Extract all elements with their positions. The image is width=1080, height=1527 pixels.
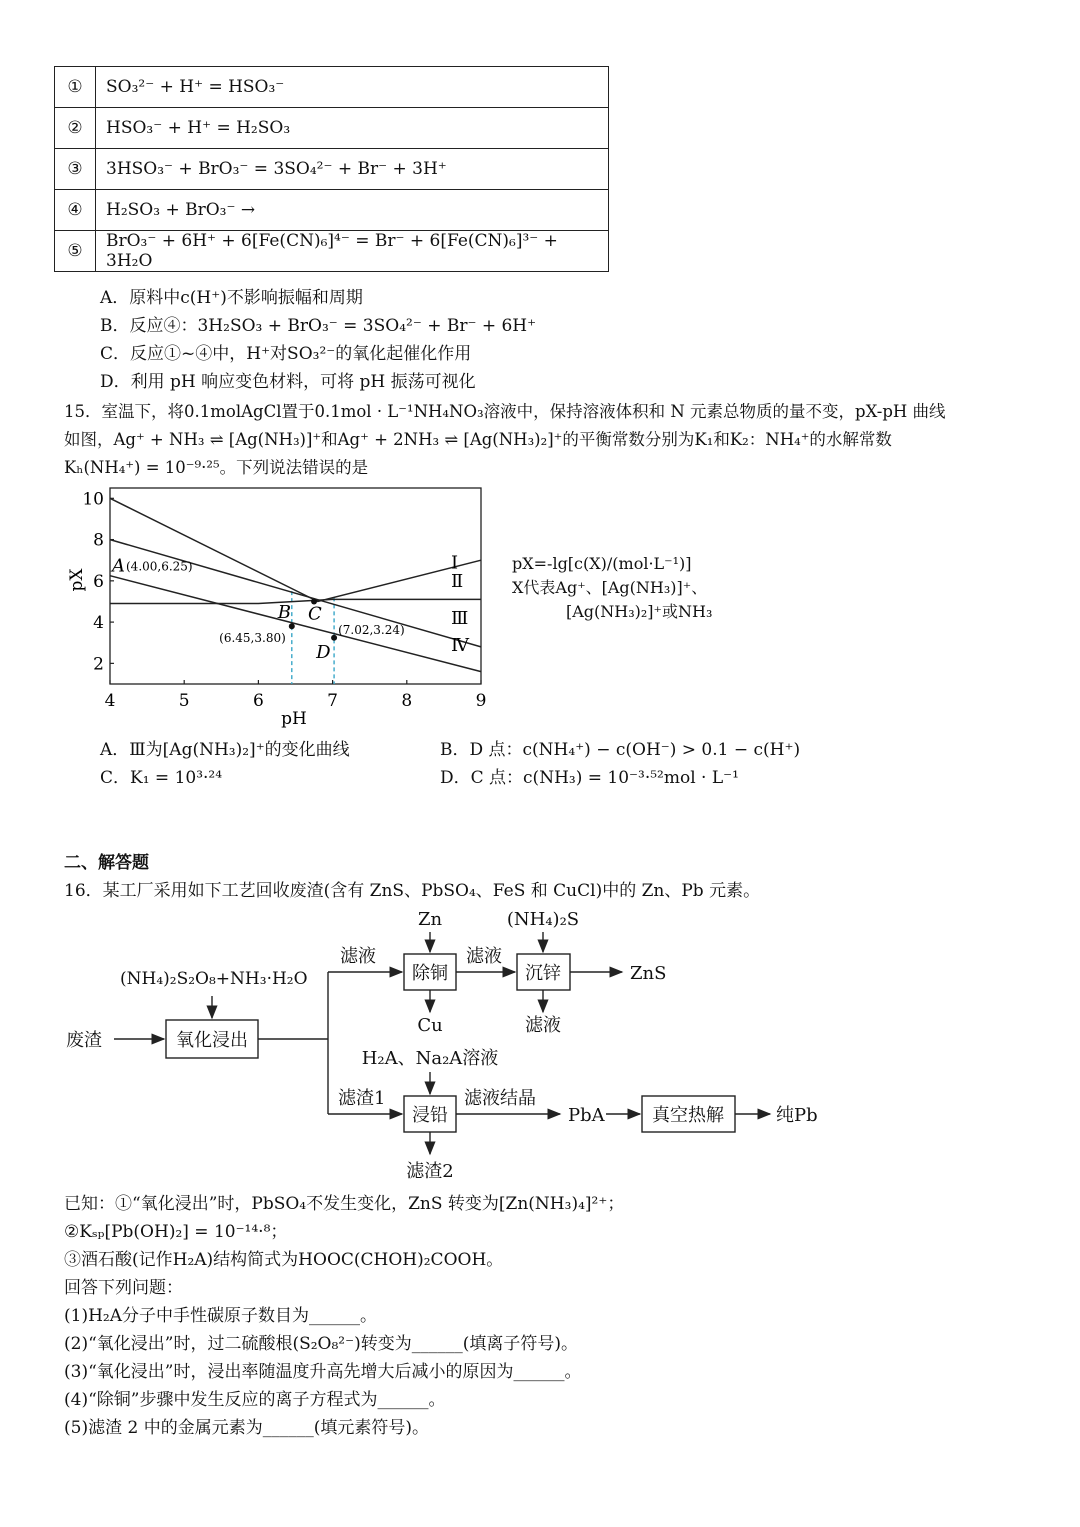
chart-legend-line-3: [Ag(NH₃)₂]⁺或NH₃ [566, 602, 713, 621]
x-tick-label: 7 [327, 691, 339, 711]
q15-option-a: A．Ⅲ为[Ag(NH₃)₂]⁺的变化曲线 [100, 740, 350, 760]
reaction-equation: 3HSO₃⁻ + BrO₃⁻ = 3SO₄²⁻ + Br⁻ + 3H⁺ [96, 149, 609, 190]
plot-frame [110, 488, 481, 684]
x-tick-label: 8 [401, 691, 413, 711]
reaction-equation: HSO₃⁻ + H⁺ = H₂SO₃ [96, 108, 609, 149]
reaction-number: ① [55, 67, 96, 108]
table-row [55, 67, 609, 108]
label-oxidize: 氧化浸出 [176, 1030, 248, 1051]
reaction-number: ③ [55, 149, 96, 190]
y-tick-label: 10 [82, 489, 104, 510]
table-row [55, 190, 609, 231]
reaction-number: ④ [55, 190, 96, 231]
question-4: (4)“除铜”步骤中发生反应的离子方程式为______。 [64, 1390, 446, 1410]
point-coord-label: (4.00,6.25) [126, 559, 193, 574]
label-filtrate-1: 滤液 [340, 946, 376, 967]
known-1: 已知：①“氧化浸出”时，PbSO₄不发生变化，ZnS 转变为[Zn(NH₃)₄]²⁺； [64, 1194, 625, 1214]
q14-option-c: C．反应①~④中，H⁺对SO₃²⁻的氧化起催化作用 [100, 344, 472, 364]
reaction-equation: SO₃²⁻ + H⁺ = HSO₃⁻ [96, 67, 609, 108]
point-D [331, 635, 337, 641]
question-5: (5)滤渣 2 中的金属元素为______(填元素符号)。 [64, 1418, 429, 1438]
point-label: D [316, 641, 331, 663]
label-residue-2: 滤渣2 [406, 1161, 454, 1182]
x-tick-label: 4 [104, 691, 116, 711]
q16-intro: 16．某工厂采用如下工艺回收废渣(含有 ZnS、PbSO₄、FeS 和 CuCl)中的 Zn、Pb 元素。 [64, 881, 761, 901]
label-zn: Zn [417, 909, 443, 930]
y-tick-label: 4 [93, 613, 104, 634]
x-tick-label: 6 [252, 691, 264, 711]
label-reagent-2: H₂A、Na₂A溶液 [361, 1048, 499, 1069]
reaction-equation: BrO₃⁻ + 6H⁺ + 6[Fe(CN)₆]⁴⁻ = Br⁻ + 6[Fe(CN)₆]³⁻ + 3H₂O [96, 231, 609, 272]
point-label: B [277, 602, 292, 624]
label-pba: PbA [568, 1105, 605, 1126]
reaction-equation: H₂SO₃ + BrO₃⁻ → [96, 190, 609, 231]
label-vacuum: 真空热解 [652, 1105, 724, 1126]
label-residue-1: 滤渣1 [338, 1088, 386, 1109]
q15-option-d: D．C 点：c(NH₃) = 10⁻³·⁵²mol · L⁻¹ [440, 768, 739, 788]
y-tick-label: 6 [93, 571, 104, 592]
table-row [55, 108, 609, 149]
curve-Ⅰ [110, 498, 481, 601]
reaction-number: ② [55, 108, 96, 149]
point-label: C [308, 603, 322, 625]
y-tick-label: 2 [93, 654, 104, 675]
label-cu: Cu [417, 1015, 443, 1036]
px-ph-chart [60, 480, 500, 730]
x-axis-label: pH [281, 709, 307, 729]
x-tick-label: 9 [475, 691, 487, 711]
point-coord-label: (6.45,3.80) [219, 631, 286, 646]
curve-Ⅱ [110, 599, 481, 603]
label-precip-zn: 沉锌 [525, 963, 561, 984]
answer-intro: 回答下列问题： [64, 1278, 183, 1298]
question-2: (2)“氧化浸出”时，过二硫酸根(S₂O₈²⁻)转变为______(填离子符号)。 [64, 1334, 578, 1354]
x-tick-label: 5 [178, 691, 190, 711]
curve-Ⅲ [110, 540, 481, 647]
curve-label: Ⅰ [451, 552, 459, 574]
curve-label: Ⅱ [451, 571, 464, 593]
label-reagent-1: (NH₄)₂S₂O₈+NH₃·H₂O [120, 969, 308, 989]
label-remove-cu: 除铜 [412, 963, 448, 984]
y-axis-label: pX [67, 568, 87, 592]
q15-line-1: 15．室温下，将0.1molAgCl置于0.1mol · L⁻¹NH₄NO₃溶液中，保持溶液体积和 N 元素总物质的量不变，pX-pH 曲线 [64, 402, 946, 421]
known-2: ②Kₛₚ[Pb(OH)₂] = 10⁻¹⁴·⁸； [64, 1222, 288, 1242]
label-crystal: 滤液结晶 [464, 1088, 536, 1109]
label-leach-pb: 浸铅 [412, 1105, 448, 1126]
table-row [55, 231, 609, 272]
q14-option-b: B．反应④：3H₂SO₃ + BrO₃⁻ = 3SO₄²⁻ + Br⁻ + 6H⁺ [100, 316, 537, 336]
q14-option-d: D．利用 pH 响应变色材料，可将 pH 振荡可视化 [100, 372, 476, 392]
point-label: A [112, 555, 125, 577]
chart-legend-line-1: pX=-lg[c(X)/(mol·L⁻¹)] [512, 554, 692, 573]
q15-line-3: Kₕ(NH₄⁺) = 10⁻⁹·²⁵。下列说法错误的是 [64, 458, 369, 477]
label-zns: ZnS [630, 963, 667, 984]
label-waste: 废渣 [66, 1030, 102, 1051]
y-tick-label: 8 [93, 530, 104, 551]
process-flow-diagram [0, 900, 1080, 1190]
question-1: (1)H₂A分子中手性碳原子数目为______。 [64, 1306, 377, 1326]
q15-line-2: 如图，Ag⁺ + NH₃ ⇌ [Ag(NH₃)]⁺和Ag⁺ + 2NH₃ ⇌ [Ag(NH₃)₂]⁺的平衡常数分别为K₁和K₂：NH₄⁺的水解常数 [64, 430, 892, 449]
label-filtrate-3: 滤液 [525, 1015, 561, 1036]
curve-label: Ⅲ [451, 608, 469, 630]
point-coord-label: (7.02,3.24) [338, 622, 405, 637]
reaction-table [54, 66, 609, 272]
section-title: 二、解答题 [64, 853, 149, 873]
q15-option-c: C．K₁ = 10³·²⁴ [100, 768, 223, 788]
reaction-number: ⑤ [55, 231, 96, 272]
label-filtrate-2: 滤液 [466, 946, 502, 967]
known-3: ③酒石酸(记作H₂A)结构简式为HOOC(CHOH)₂COOH。 [64, 1250, 504, 1270]
point-B [289, 623, 295, 629]
q15-option-b: B．D 点：c(NH₄⁺) − c(OH⁻) > 0.1 − c(H⁺) [440, 740, 801, 760]
q14-option-a: A．原料中c(H⁺)不影响振幅和周期 [100, 288, 363, 308]
chart-legend-line-2: X代表Ag⁺、[Ag(NH₃)]⁺、 [512, 578, 708, 597]
question-3: (3)“氧化浸出”时，浸出率随温度升高先增大后减小的原因为______。 [64, 1362, 582, 1382]
label-pure-pb: 纯Pb [776, 1105, 818, 1126]
curve-label: Ⅳ [451, 635, 469, 657]
label-nh4-2s: (NH₄)₂S [506, 909, 580, 930]
table-row [55, 149, 609, 190]
